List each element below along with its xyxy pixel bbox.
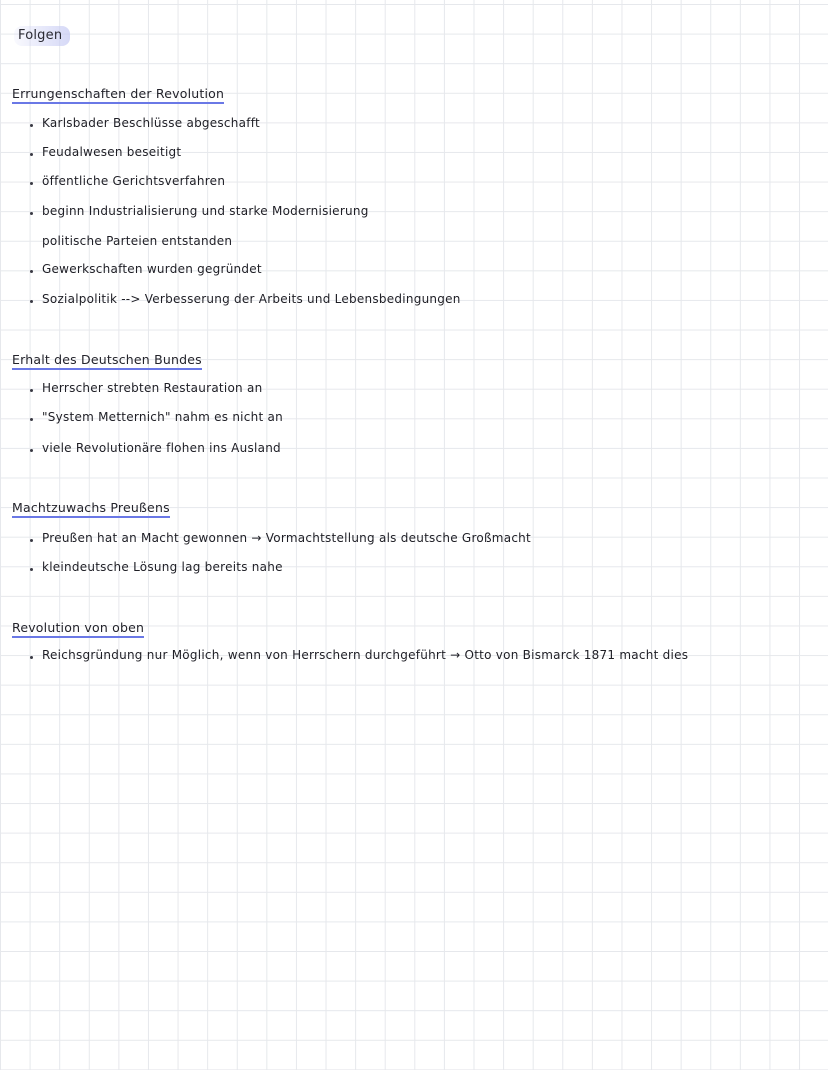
list-item: politische Parteien entstanden bbox=[42, 234, 233, 248]
bullet-icon bbox=[30, 418, 33, 421]
list-item: öffentliche Gerichtsverfahren bbox=[42, 174, 226, 188]
list-item: viele Revolutionäre flohen ins Ausland bbox=[42, 441, 281, 455]
list-item: Reichsgründung nur Möglich, wenn von Herrschern durchgeführt → Otto von Bismarck 1871 macht dies bbox=[42, 648, 689, 662]
bullet-icon bbox=[30, 270, 33, 273]
list-item: Feudalwesen beseitigt bbox=[42, 145, 182, 159]
bullet-icon bbox=[30, 389, 33, 392]
bullet-icon bbox=[30, 124, 33, 127]
list-item: beginn Industrialisierung und starke Modernisierung bbox=[42, 204, 369, 218]
list-item: Herrscher strebten Restauration an bbox=[42, 381, 263, 395]
bullet-icon bbox=[30, 212, 33, 215]
list-item: "System Metternich" nahm es nicht an bbox=[42, 410, 283, 424]
bullet-icon bbox=[30, 153, 33, 156]
section-heading-machtzuwachs: Machtzuwachs Preußens bbox=[12, 500, 170, 518]
bullet-icon bbox=[30, 656, 33, 659]
bullet-icon bbox=[30, 449, 33, 452]
list-item: Karlsbader Beschlüsse abgeschafft bbox=[42, 116, 260, 130]
bullet-icon bbox=[30, 568, 33, 571]
bullet-icon bbox=[30, 182, 33, 185]
bullet-icon bbox=[30, 539, 33, 542]
bullet-icon bbox=[30, 300, 33, 303]
section-heading-revolution-oben: Revolution von oben bbox=[12, 620, 144, 638]
list-item: Sozialpolitik --> Verbesserung der Arbeits und Lebensbedingungen bbox=[42, 292, 461, 306]
page-title: Folgen bbox=[14, 26, 70, 46]
list-item: kleindeutsche Lösung lag bereits nahe bbox=[42, 560, 283, 574]
section-heading-erhalt-bund: Erhalt des Deutschen Bundes bbox=[12, 352, 202, 370]
list-item: Preußen hat an Macht gewonnen → Vormachtstellung als deutsche Großmacht bbox=[42, 531, 531, 545]
section-heading-errungenschaften: Errungenschaften der Revolution bbox=[12, 86, 224, 104]
list-item: Gewerkschaften wurden gegründet bbox=[42, 262, 262, 276]
